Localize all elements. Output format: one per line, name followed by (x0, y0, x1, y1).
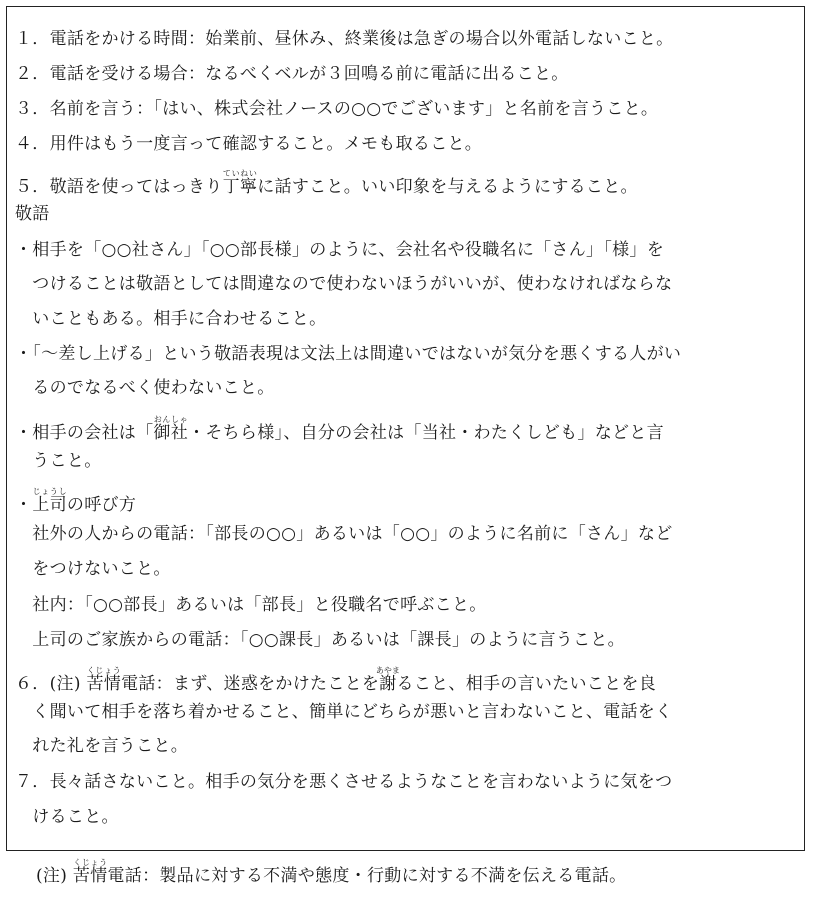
text-segment: けること。 (15, 807, 119, 827)
text-segment: に話すこと。いい印象を与えるようにすること。 (257, 177, 638, 197)
text-segment: ること、相手の言いたいことを良 (396, 674, 657, 694)
text-line (15, 524, 673, 544)
ruby-base: 苦情 (72, 866, 108, 886)
text-line (15, 736, 188, 756)
furigana: おんしゃ (153, 415, 188, 424)
text-segment: ６．(注) (15, 674, 87, 694)
text-line (15, 240, 664, 260)
text-line (15, 807, 119, 827)
text-segment: ・相手を「○○社さん」「○○部長様」のように、会社名や役職名に「さん」「様」を (15, 240, 665, 260)
furigana: ていねい (222, 169, 258, 178)
text-segment: く聞いて相手を落ち着かせること、簡単にどちらが悪いと言わないこと、電話をく (15, 702, 673, 722)
ruby-base: 苦情 (86, 674, 122, 694)
text-line (15, 595, 487, 615)
furigana: くじょう (72, 858, 108, 867)
text-line (15, 772, 672, 792)
text-line (15, 274, 672, 294)
text-segment: うこと。 (15, 451, 102, 471)
text-line (15, 451, 102, 471)
footnote (36, 858, 626, 886)
text-segment: ５．敬語を使ってはっきり (15, 177, 223, 197)
text-segment: 社内：「○○部長」あるいは「部長」と役職名で呼ぶこと。 (15, 595, 487, 615)
text-line (15, 29, 673, 49)
text-segment: ・「～差し上げる」という敬語表現は文法上は間違いではないが気分を悪くする人がい (15, 344, 682, 364)
section-heading (15, 204, 50, 224)
text-line (15, 344, 681, 364)
text-line (15, 559, 171, 579)
text-segment: 電話：製品に対する不満や態度・行動に対する不満を伝える電話。 (107, 866, 627, 886)
text-segment: ・ (15, 495, 33, 515)
text-segment: れた礼を言うこと。 (15, 736, 188, 756)
ruby-term (375, 666, 400, 694)
text-line (15, 309, 326, 329)
text-line (15, 99, 658, 119)
ruby-base: 上司 (32, 495, 67, 515)
text-line (15, 415, 664, 443)
text-line (15, 630, 625, 650)
ruby-term (32, 487, 67, 515)
text-segment: るのでなるべく使わないこと。 (15, 378, 275, 398)
text-line (15, 169, 638, 197)
text-line (15, 702, 672, 722)
text-segment: １．電話をかける時間：始業前、昼休み、終業後は急ぎの場合以外電話しないこと。 (15, 29, 674, 49)
text-segment: ７．長々話さないこと。相手の気分を悪くさせるようなことを言わないように気をつ (15, 772, 673, 792)
ruby-base: 丁寧 (222, 177, 258, 197)
ruby-base: 御社 (153, 423, 189, 443)
text-segment: をつけないこと。 (15, 559, 171, 579)
text-segment: つけることは敬語としては間違なので使わないほうがいいが、使わなければならな (15, 274, 673, 294)
text-line (15, 378, 275, 398)
text-segment: 電話：まず、迷惑をかけたことを (121, 674, 380, 694)
text-segment: いこともある。相手に合わせること。 (15, 309, 327, 329)
ruby-term (153, 415, 189, 443)
text-segment: 社外の人からの電話：「部長の○○」あるいは「○○」のように名前に「さん」など (15, 524, 673, 544)
ruby-term (222, 169, 258, 197)
furigana: じょうし (32, 487, 67, 496)
rules-box (6, 6, 805, 851)
text-line (15, 487, 136, 515)
text-segment: ・そちら様」、自分の会社は「当社・わたくしども」などと言 (188, 423, 664, 443)
text-segment: ３．名前を言う：「はい、株式会社ノースの○○でございます」と名前を言うこと。 (15, 99, 659, 119)
text-line (15, 134, 482, 154)
ruby-term (86, 666, 122, 694)
text-segment: の呼び方 (66, 495, 137, 515)
text-segment: ４．用件はもう一度言って確認すること。メモも取ること。 (15, 134, 483, 154)
furigana: あやま (375, 666, 400, 675)
text-segment: ・相手の会社は「 (15, 423, 154, 443)
ruby-base: 謝 (375, 674, 400, 694)
text-line (15, 666, 656, 694)
text-segment: 上司のご家族からの電話：「○○課長」あるいは「課長」のように言うこと。 (15, 630, 625, 650)
text-segment: 敬語 (15, 204, 50, 224)
text-segment: ２．電話を受ける場合：なるべくベルが３回鳴る前に電話に出ること。 (15, 64, 569, 84)
furigana: くじょう (86, 666, 122, 675)
ruby-term (72, 858, 108, 886)
text-segment: (注) (36, 866, 73, 886)
text-line (15, 64, 569, 84)
